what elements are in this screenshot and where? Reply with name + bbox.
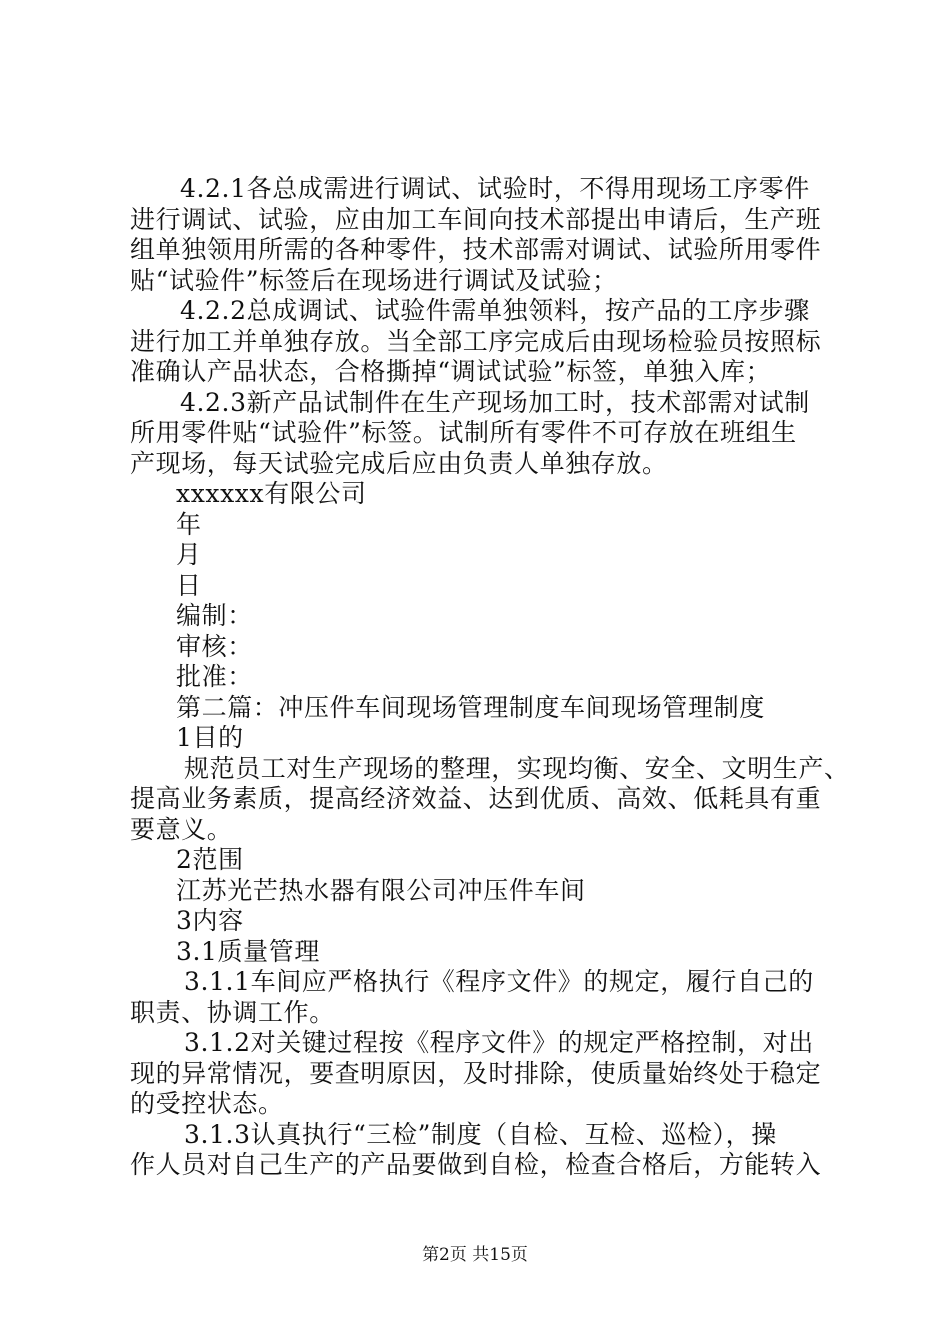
paragraph-line: 所用零件贴“试验件”标签。试制所有零件不可存放在班组生 [130,418,797,447]
paragraph-line: 3.1.2对关键过程按《程序文件》的规定严格控制，对出 [184,1028,814,1057]
section-title: 第二篇：冲压件车间现场管理制度车间现场管理制度 [176,692,765,722]
paragraph-line: 组单独领用所需的各种零件，技术部需对调试、试验所用零件 [130,235,822,264]
paragraph-line: 要意义。 [130,814,233,844]
paragraph-line: 4.2.3新产品试制件在生产现场加工时，技术部需对试制 [180,387,810,417]
paragraph-line: 贴“试验件”标签后在现场进行调试及试验； [130,265,618,295]
section-heading: 3内容 [176,906,244,935]
approved-by-label: 批准： [176,662,253,691]
section-heading: 2范围 [176,845,244,874]
reviewed-by-label: 审核： [176,631,253,661]
paragraph-line: 规范员工对生产现场的整理，实现均衡、安全、文明生产、 [184,753,850,783]
company-name: xxxxxx有限公司 [176,479,367,508]
paragraph-line: 3.1.3认真执行“三检”制度（自检、互检、巡检），操 [184,1119,777,1149]
paragraph-line: 进行调试、试验，应由加工车间向技术部提出申请后，生产班 [130,204,822,234]
paragraph-line: 产现场，每天试验完成后应由负责人单独存放。 [130,448,668,478]
paragraph-line: 3.1.1车间应严格执行《程序文件》的规定，履行自己的 [184,967,814,996]
date-day-label: 日 [176,570,202,600]
date-month-label: 月 [176,540,202,569]
page-number-footer: 第2页 共15页 [422,1245,528,1265]
paragraph-line: 江苏光芒热水器有限公司冲压件车间 [176,875,586,905]
date-year-label: 年 [176,509,202,539]
prepared-by-label: 编制： [176,601,253,630]
paragraph-line: 进行加工并单独存放。当全部工序完成后由现场检验员按照标 [130,326,822,356]
document-body [130,174,850,1181]
paragraph-line: 提高业务素质，提高经济效益、达到优质、高效、低耗具有重 [130,784,822,813]
section-heading: 1目的 [176,723,244,752]
paragraph-line: 4.2.1各总成需进行调试、试验时，不得用现场工序零件 [180,174,810,203]
subsection-heading: 3.1质量管理 [176,936,320,966]
paragraph-line: 准确认产品状态，合格撕掉“调试试验”标签，单独入库； [130,357,772,386]
paragraph-line: 现的异常情况，要查明原因，及时排除，使质量始终处于稳定 [130,1058,822,1088]
paragraph-line: 4.2.2总成调试、试验件需单独领料，按产品的工序步骤 [180,296,810,325]
paragraph-line: 的受控状态。 [130,1089,284,1118]
paragraph-line: 职责、协调工作。 [130,997,335,1027]
paragraph-line: 作人员对自己生产的产品要做到自检，检查合格后，方能转入 [130,1150,822,1179]
